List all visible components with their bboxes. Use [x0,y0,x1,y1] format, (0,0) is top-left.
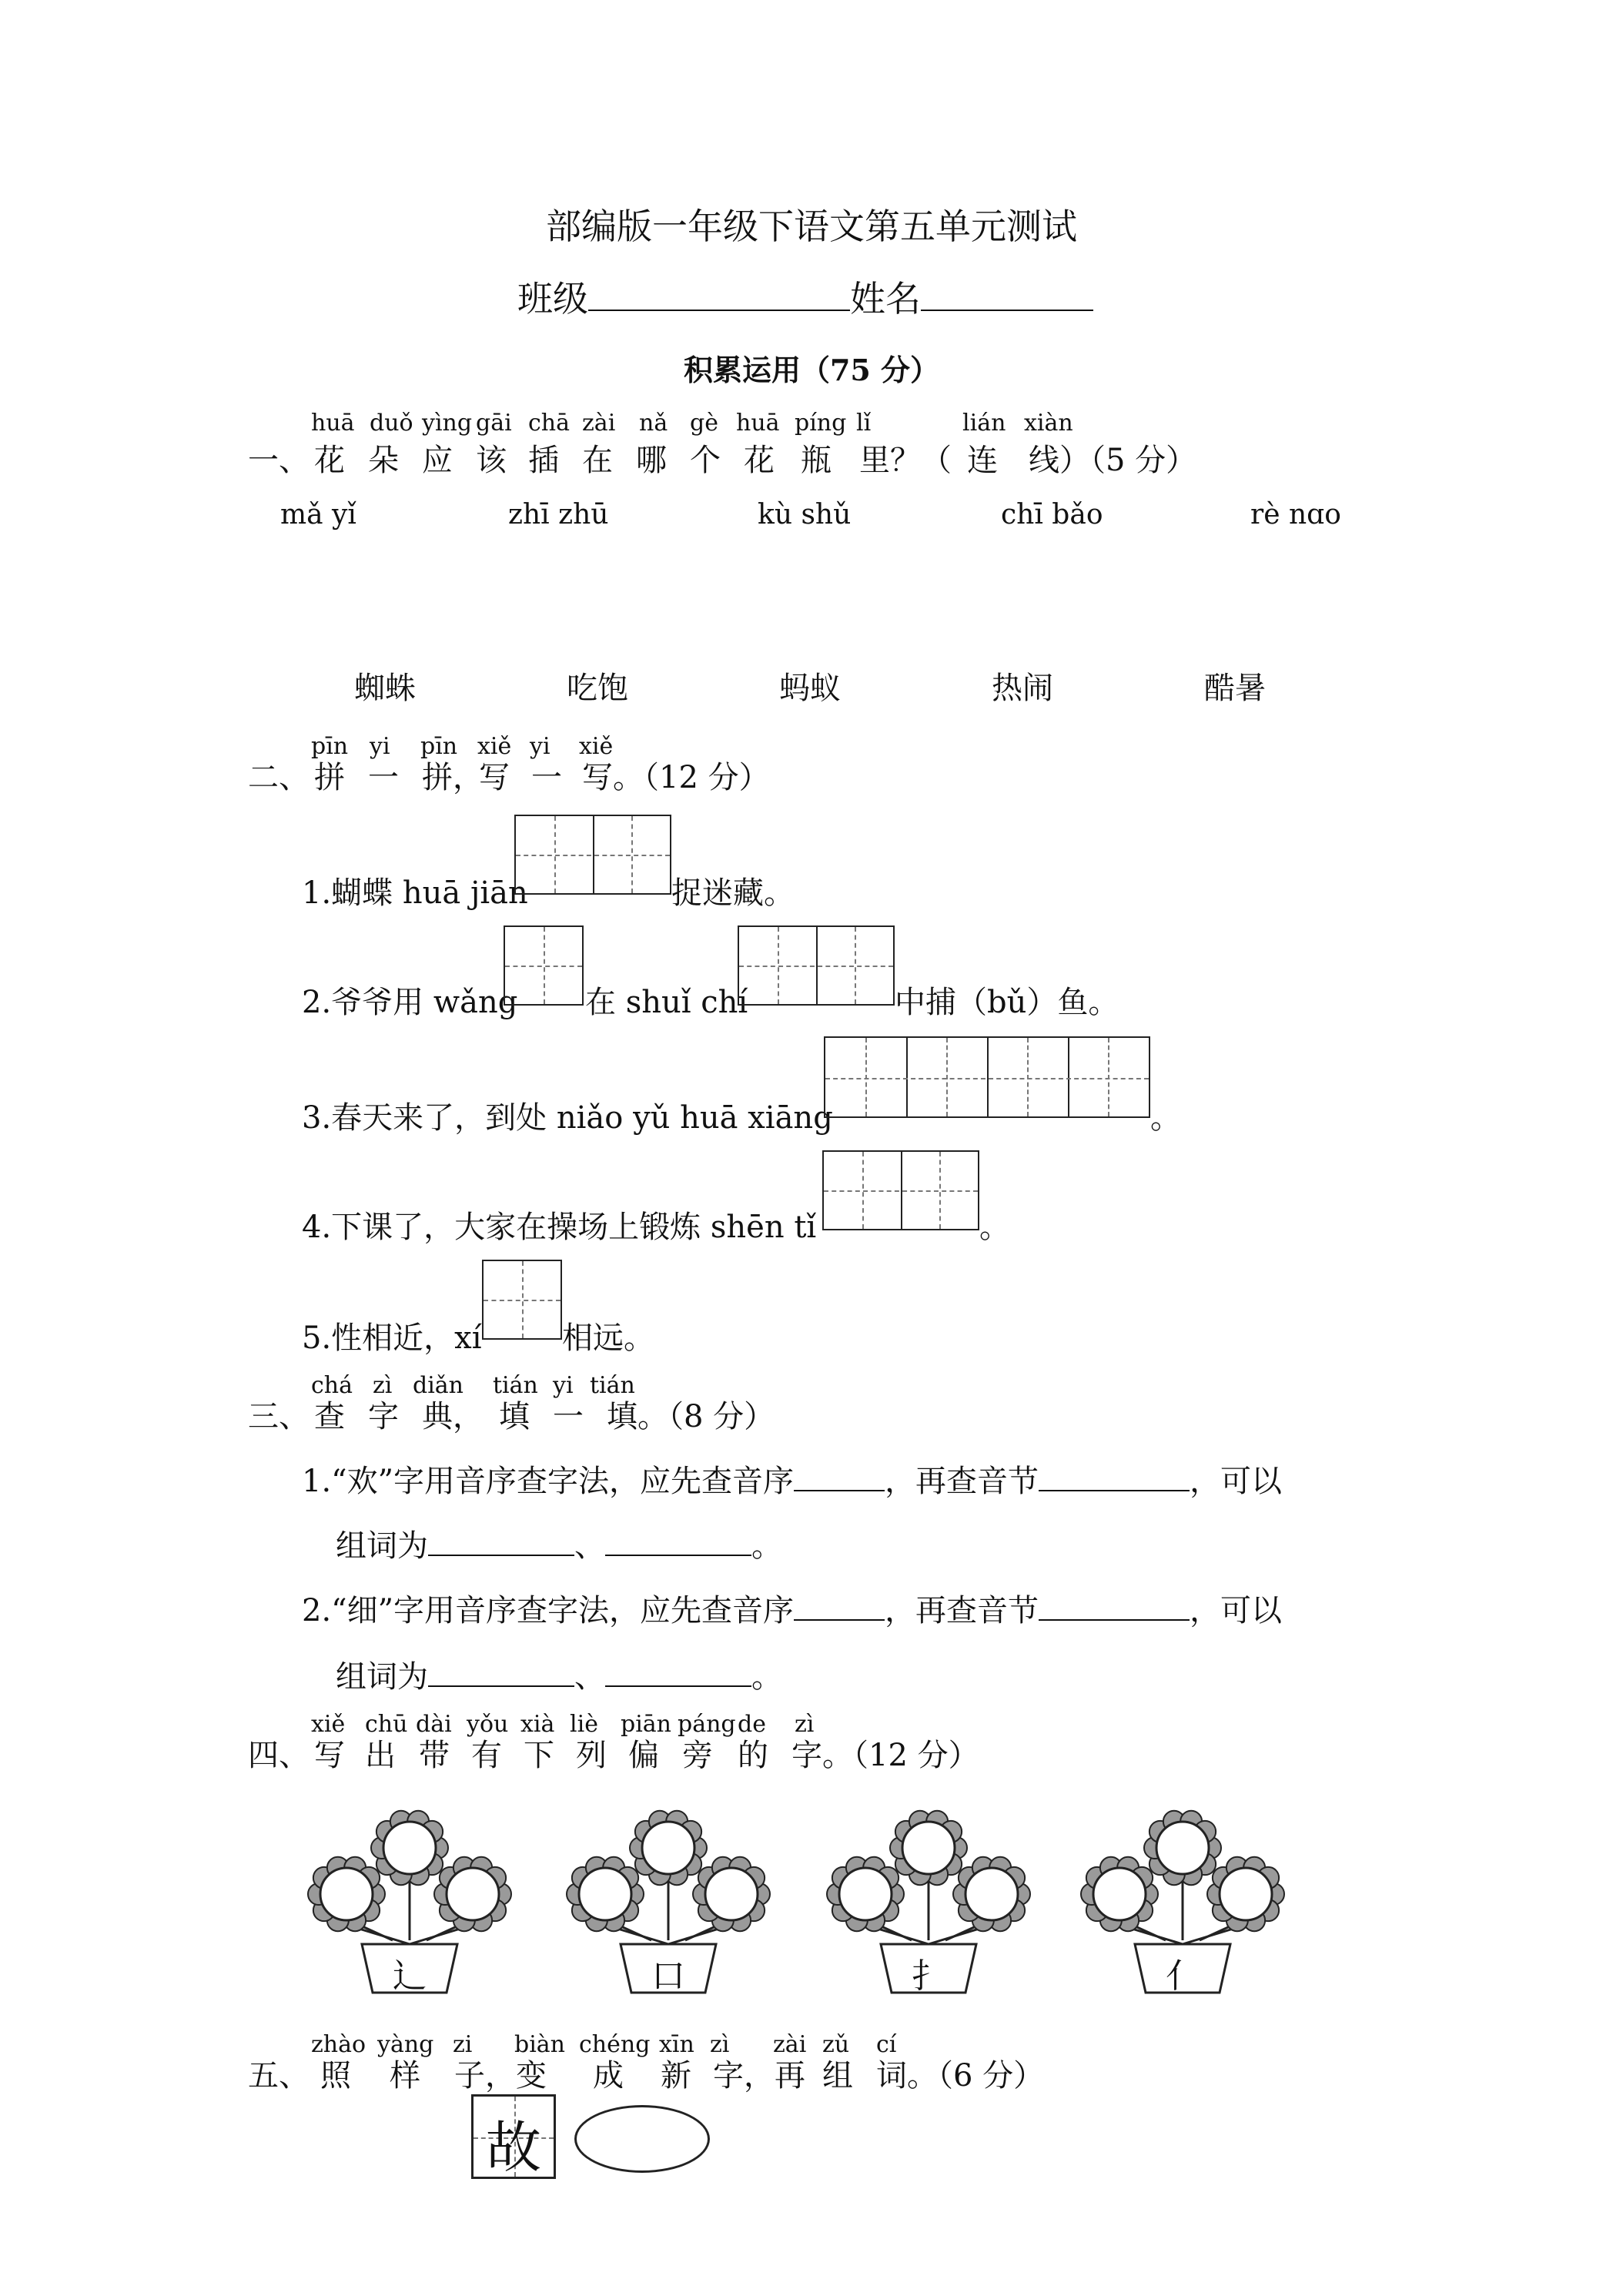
q3-char: 填 [499,1399,530,1434]
q3-py: chá [311,1372,353,1399]
example-char: 故 [485,2115,541,2180]
radical-label: 扌 [912,1956,945,1996]
q2-char: 一 [531,760,562,795]
answer-blank[interactable] [1039,1618,1190,1621]
q1-bottom-words [0,664,1623,707]
name-blank[interactable] [921,309,1093,311]
q4-py: xià [520,1711,555,1738]
flower [693,1857,770,1931]
q3-py: yi [553,1372,574,1399]
flower-center [902,1822,955,1874]
q3-char: 填。（8 分） [607,1399,775,1434]
flower [953,1857,1030,1931]
q2-py: xiě [477,733,512,760]
q2-item5-text-a: 5.性相近，xí [302,1320,482,1356]
q4-py: de [738,1711,766,1738]
flower-center [447,1868,499,1920]
q5-char: 成 [593,2058,624,2094]
q3-line1: 1.“欢”字用音序查字法，应先查音序 ，再查音节 ，可以 [302,1464,1283,1499]
q1-py-4: chā [528,410,571,437]
q4-char: 字。（12 分） [791,1738,979,1773]
q1-py-1: duǒ [370,410,413,437]
flower-center [320,1868,373,1920]
q4-question [0,1731,1623,1773]
q1-char: 应 [422,443,453,478]
q4-py: xiě [311,1711,346,1738]
q2-char: 写。（12 分） [582,760,770,795]
q2-item5-text-b: 相远。 [562,1320,654,1356]
flower-center [1156,1822,1209,1874]
q1-char: 花 [314,443,345,478]
flower-center [383,1822,436,1874]
flower [371,1811,448,1885]
q2-item4-text-b: 。 [979,1210,1010,1245]
q3-char: 典， [422,1399,484,1434]
q1-prefix: 一、 [248,443,310,478]
q5-char: 子，变 [454,2058,547,2094]
q1-char: 哪 [636,443,667,478]
flower-center [1220,1868,1272,1920]
q1-py-8: huā [736,410,780,437]
q3-py: diǎn [413,1372,464,1399]
q5-py: zì [710,2031,730,2058]
radical-label: 辶 [393,1956,427,1996]
q1-char: 里？（ [859,443,952,478]
flower-pot [561,1786,776,2017]
q3-line2: 组词为 、 。 [336,1528,782,1564]
flower [434,1857,511,1931]
q2-question [0,753,1623,795]
flower [630,1811,707,1885]
q5-char: 字，再 [713,2058,805,2094]
page-title: 部编版一年级下语文第五单元测试 [546,206,1077,247]
answer-blank[interactable] [794,1489,885,1491]
q2-py: yi [370,733,390,760]
q5-char: 新 [661,2058,691,2094]
q4-py: páng [678,1711,736,1738]
answer-blank[interactable] [1039,1489,1190,1491]
flower-center [965,1868,1018,1920]
q1-char: 线）（5 分） [1029,443,1197,478]
q5-py: cí [876,2031,897,2058]
q5-py: chéng [579,2031,651,2058]
q1-char: 该 [476,443,507,478]
q5-char: 照 [320,2058,351,2094]
q1-bottom-word[interactable]: 热闹 [992,671,1053,706]
q2-item2-text-a: 2.爷爷用 wǎng [302,985,518,1020]
q1-bottom-word[interactable]: 吃饱 [567,671,628,706]
flower-center [642,1822,694,1874]
flower [827,1857,904,1931]
answer-blank[interactable] [428,1554,574,1556]
q4-char: 写 [314,1738,345,1773]
q1-bottom-word[interactable]: 蜘蛛 [354,671,416,706]
q2-char: 一 [368,760,399,795]
flower-center [1093,1868,1146,1920]
q3-char: 字 [368,1399,399,1434]
answer-oval[interactable] [574,2105,710,2173]
q3-py: tián [590,1372,635,1399]
q1-char: 个 [690,443,721,478]
q2-char: 拼， [422,760,484,795]
q2-item2-text-c: 中捕（bǔ）鱼。 [895,985,1119,1020]
q1-bottom-word[interactable]: 酷暑 [1204,671,1266,706]
q2-py: xiě [579,733,614,760]
q1-char: 连 [967,443,998,478]
flower [1144,1811,1221,1885]
q5-py: zài [773,2031,807,2058]
q2-item1-text-b: 捉迷藏。 [671,875,795,911]
q2-item1-text-a: 1.蝴蝶 huā jiān [302,875,528,911]
q4-py: chū [365,1711,408,1738]
q1-py-3: gāi [476,410,512,437]
q4-py: dài [416,1711,452,1738]
flower-pot [821,1786,1036,2017]
flower-center [839,1868,892,1920]
flower [308,1857,385,1931]
q3-question [0,1392,1623,1434]
q2-prefix: 二、 [248,760,310,795]
section-heading: 积累运用（75 分） [683,353,940,387]
flower [1081,1857,1158,1931]
q2-char: 写 [479,760,510,795]
q2-item3-text-b: 。 [1150,1100,1181,1136]
q3-char: 查 [314,1399,345,1434]
q3-line4: 组词为 、 。 [336,1659,782,1695]
writing-grid[interactable] [824,1036,1150,1118]
q2-item4-text-a: 4.下课了，大家在操场上锻炼 shēn tǐ [302,1210,817,1245]
class-name-line [517,271,1093,322]
answer-blank[interactable] [794,1618,885,1621]
q4-prefix: 四、 [248,1738,310,1773]
q1-top-word[interactable]: kù shǔ [758,499,852,530]
q1-py-6: nǎ [639,410,668,437]
q3-prefix: 三、 [248,1399,310,1434]
q1-py-10: lǐ [856,410,872,437]
q1-bottom-word[interactable]: 蚂蚁 [779,671,841,706]
q3-line3: 2.“细”字用音序查字法，应先查音序 ，再查音节 ，可以 [302,1593,1283,1628]
writing-grid[interactable] [738,925,895,1006]
writing-grid[interactable] [822,1150,979,1230]
radical-label: 口 [651,1956,685,1996]
q1-top-word[interactable]: zhī zhū [508,499,609,530]
q2-py: yi [530,733,550,760]
q5-py: xīn [659,2031,694,2058]
name-label: 姓名 [850,278,921,320]
q3-py: tián [493,1372,538,1399]
q2-item2-text-b: 在 shuǐ chí [585,985,748,1020]
q1-char: 朵 [368,443,399,478]
flower-center [579,1868,631,1920]
q4-char: 带 [419,1738,450,1773]
example-char-box [471,2094,556,2179]
q4-py: liè [570,1711,598,1738]
q1-top-word[interactable]: rè nɑo [1250,499,1341,530]
q4-char: 偏 [628,1738,659,1773]
q5-py: zi [453,2031,473,2058]
class-label: 班级 [517,278,588,320]
q5-py: zhào [311,2031,366,2058]
q3-py: zì [373,1372,393,1399]
flower-center [705,1868,758,1920]
q4-py: yǒu [467,1711,509,1738]
answer-blank[interactable] [605,1554,751,1556]
flower-pot [1075,1786,1290,2017]
class-blank[interactable] [588,309,850,311]
radical-label: 亻 [1166,1956,1200,1996]
q1-char: 插 [528,443,559,478]
q4-char: 列 [576,1738,607,1773]
flower [567,1857,644,1931]
q1-char: 花 [744,443,775,478]
q4-py: piān [621,1711,672,1738]
q5-prefix: 五、 [248,2058,310,2094]
q4-char: 有 [471,1738,502,1773]
q1-top-word[interactable]: chī bǎo [1001,499,1103,530]
flower-pot [302,1786,517,2017]
q1-py-11: lián [962,410,1006,437]
writing-grid[interactable] [482,1260,562,1340]
q1-py-7: gè [690,410,718,437]
q5-py: zǔ [822,2031,850,2058]
q1-py-0: huā [311,410,355,437]
writing-grid[interactable] [504,925,584,1006]
q1-question [0,436,1623,478]
q3-char: 一 [553,1399,584,1434]
q2-py: pīn [311,733,349,760]
q5-char: 样 [390,2058,420,2094]
q1-top-word[interactable]: mǎ yǐ [280,499,356,530]
q5-py: biàn [514,2031,566,2058]
q2-py: pīn [420,733,458,760]
q1-py-2: yìng [422,410,473,437]
q1-py-5: zài [582,410,616,437]
q1-top-words [0,499,1623,537]
q4-char: 旁 [682,1738,713,1773]
answer-blank[interactable] [605,1685,751,1687]
q2-item3-text-a: 3.春天来了，到处 niǎo yǔ huā xiāng [302,1100,833,1136]
q1-char: 瓶 [801,443,832,478]
q4-py: zì [795,1711,815,1738]
answer-blank[interactable] [428,1685,574,1687]
q5-question [0,2051,1623,2094]
flower [1207,1857,1284,1931]
q5-py: yàng [377,2031,434,2058]
q1-py-12: xiàn [1024,410,1073,437]
writing-grid[interactable] [514,815,671,895]
q5-char: 词。（6 分） [876,2058,1045,2094]
q4-char: 的 [738,1738,768,1773]
q4-char: 出 [365,1738,396,1773]
q1-char: 在 [582,443,613,478]
flower [890,1811,967,1885]
q5-char: 组 [822,2058,853,2094]
q2-char: 拼 [314,760,345,795]
q1-py-9: píng [795,410,847,437]
q4-char: 下 [524,1738,554,1773]
